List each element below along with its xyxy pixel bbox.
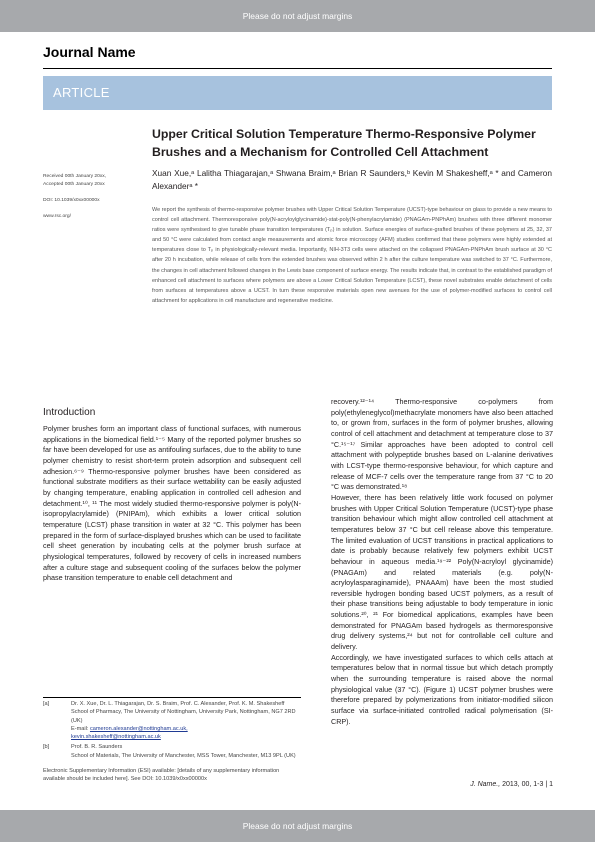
- footnote-affiliation: School of Pharmacy, The University of Nottingham, University Park, Nottingham, NG7 2RD (UK): [71, 709, 296, 724]
- body-paragraph: recovery.¹²⁻¹⁴ Thermo-responsive co-polymers from poly(ethyleneglycol)methacrylate monomers have also been attached to, or grown from, surfaces in the form of polymer brushes, allowing control of cell attachment and detachment at temperature close to 37 °C.¹⁵⁻¹⁷ Similar approaches have been adopted to control cell attachment with polypeptide brushes based on L-alanine derivatives with LCST-type thermo-responsive behaviour, for which capture and release of MCF-7 cells over the temperature range from 37 °C to 20 °C was demonstrated.¹⁸: [331, 397, 553, 492]
- body-paragraph: However, there has been relatively little work focused on polymer brushes with Upper Critical Solution Temperature (UCST)-type phase transition behaviour which might allow controlled cell attachment at temperatures below 37 °C but cell release above this temperature. The limited evaluation of UCST transitions in practical applications to date is probably because relatively few polymers exhibit UCST behaviour in aqueous media.¹⁹⁻²² Poly(N-acryloyl glycinamide) (PNAGAm) and related materials (e.g. poly(N-acryloylasparaginamide), PNAAAm) have been the most studied reversible hydrogen bonding based UCST polymers, as a result of their phase transitions being adjustable to body temperature in ionic solutions.²⁰, ²¹ For biomedical applications, examples have been demonstrated for PNAGAm based hydrogels as thermoresponsive drug delivery systems,²⁴ but not for controllable cell culture and delivery.: [331, 492, 553, 652]
- footnote-names: Dr. X. Xue, Dr. L. Thiagarajan, Dr. S. Braim, Prof. C. Alexander, Prof. K. M. Shakesheff: [71, 701, 285, 707]
- footer-journal: J. Name.,: [470, 781, 501, 788]
- journal-rule: [43, 68, 552, 69]
- footnote-affiliation: School of Materials, The University of Manchester, MSS Tower, Manchester, M13 9PL (UK): [71, 752, 296, 759]
- page-number: 1: [549, 781, 553, 788]
- footnote-mark: [a]: [43, 701, 50, 707]
- body-paragraph: Accordingly, we have investigated surfaces to which cells attach at temperatures below that in normal tissue but which detach promptly when the surrounding temperature is raised above the normal physiological value (37 °C). (Figure 1) UCST polymer brushes were therefore prepared by polymerizations from initiator-modified silicon surface via surface-initiated controlled radical polymerisation (SI-CRP).: [331, 652, 553, 726]
- author-list: Xuan Xue,ᵃ Lalitha Thiagarajan,ᵃ Shwana Braim,ᵃ Brian R Saunders,ᵇ Kevin M Shakesheff,ᵃ * and Cameron Alexanderᵃ *: [152, 168, 552, 191]
- email-link[interactable]: kevin.shakesheff@nottingham.ac.uk: [71, 734, 161, 741]
- bottom-margin-notice: Please do not adjust margins: [0, 810, 595, 842]
- email-label: E-mail:: [71, 725, 89, 732]
- footer-citation: 2013, 00, 1-3: [502, 781, 544, 788]
- section-heading-introduction: Introduction: [43, 407, 96, 418]
- section-label: ARTICLE: [43, 76, 552, 110]
- esi-note: Electronic Supplementary Information (ESI) available: [details of any supplementary information available should be included here]. See DOI: 10.1039/x0xx00000x: [43, 768, 280, 783]
- article-meta: [43, 173, 143, 221]
- email-link[interactable]: cameron.alexander@nottingham.ac.uk,: [89, 725, 188, 732]
- received-date: Received 00th January 20xx,: [43, 174, 107, 179]
- footnote-names: Prof. B. R. Saunders: [71, 744, 123, 751]
- footnote-mark: [b]: [43, 744, 50, 751]
- footnote-b: [43, 743, 301, 760]
- footnote-a: [43, 700, 301, 741]
- footnote-rule: [43, 697, 301, 698]
- footnotes: [43, 700, 301, 784]
- body-text-right-column: [331, 397, 553, 727]
- article-title: Upper Critical Solution Temperature Thermo-Responsive Polymer Brushes and a Mechanism for Controlled Cell Attachment: [152, 127, 536, 159]
- doi: DOI: 10.1039/x0xx00000x: [43, 198, 100, 203]
- body-text-left-column: Polymer brushes form an important class of functional surfaces, with numerous applications in the biomedical field.¹⁻⁵ Many of the reported polymer brushes so far have been developed for use as antifouling surfaces, due to the ability to tune polymer chemistry to resist short-term protein adsorption and subsequent cell adhesion.⁶⁻⁹ Thermo-responsive polymer brushes have been considered as functional substrate modifiers as their surface wettability can be easily adjusted by changing temperature, enabling application in controlled cell adhesion and detachment.¹⁰, ¹¹ The most widely studied thermo-responsive polymer is poly(N-isopropylacrylamide) (PNIPAm), which exhibits a lower critical solution temperature (LCST) phase transition in water at 32 °C. This polymer has been prepared in the form of surface-displayed brushes which can be used to facilitate cell sheet generation by incubating cells at the polymer brush surface at physiological temperatures, followed by recovery of cells in increased numbers after a culture stage and subsequent cooling of the surfaces below the polymer phase transition temperature to enable cell detachment and: [43, 424, 301, 583]
- abstract: We report the synthesis of thermo-responsive polymer brushes with Upper Critical Solution Temperature (UCST)-type behaviour on glass to provide a new means to control cell attachment. Thermoresponsive poly(N-acryloylglycinamide)-stat-poly(N-phenylacrylamide) (PNAGAm-PNPhAm) brushes with three different monomer ratios were synthesised to give tunable phase transition temperatures (Tₚ) in solution. Surface energies of surface-grafted brushes of these polymers at 25, 32, 37 and 50 °C were calculated from contact angle measurements and atomic force microscopy (AFM) studies confirmed that these polymers were highly extended at temperatures close to Tₚ in physiologically-relevant media. Importantly, NIH-3T3 cells were attached on the collapsed PNAGAm-PNPhAm brush surface at 30 °C after 20 h incubation, while release of cells from the extended brushes was observed within 2 h after the culture temperature was switched to 37 °C. Furthermore, the changes in cell attachment followed changes in the Lewis base component of surface energy. The results indicate that, in contrast to the established paradigm of enhanced cell attachment to surfaces where polymers are above a Lower Critical Solution Temperature (LCST), these novel substrates enable detachment of cells from surfaces at temperatures above a UCST. In turn these responsive materials open new avenues for the use of polymer-modified surfaces to control cell attachment for applications in cell manufacture and regenerative medicine.: [152, 207, 552, 304]
- accepted-date: Accepted 00th January 20xx: [43, 182, 105, 187]
- page-footer: J. Name., 2013, 00, 1-3 | 1: [470, 781, 553, 788]
- publisher-url[interactable]: www.rsc.org/: [43, 214, 71, 219]
- top-margin-notice: Please do not adjust margins: [0, 0, 595, 32]
- journal-name: Journal Name: [43, 44, 136, 60]
